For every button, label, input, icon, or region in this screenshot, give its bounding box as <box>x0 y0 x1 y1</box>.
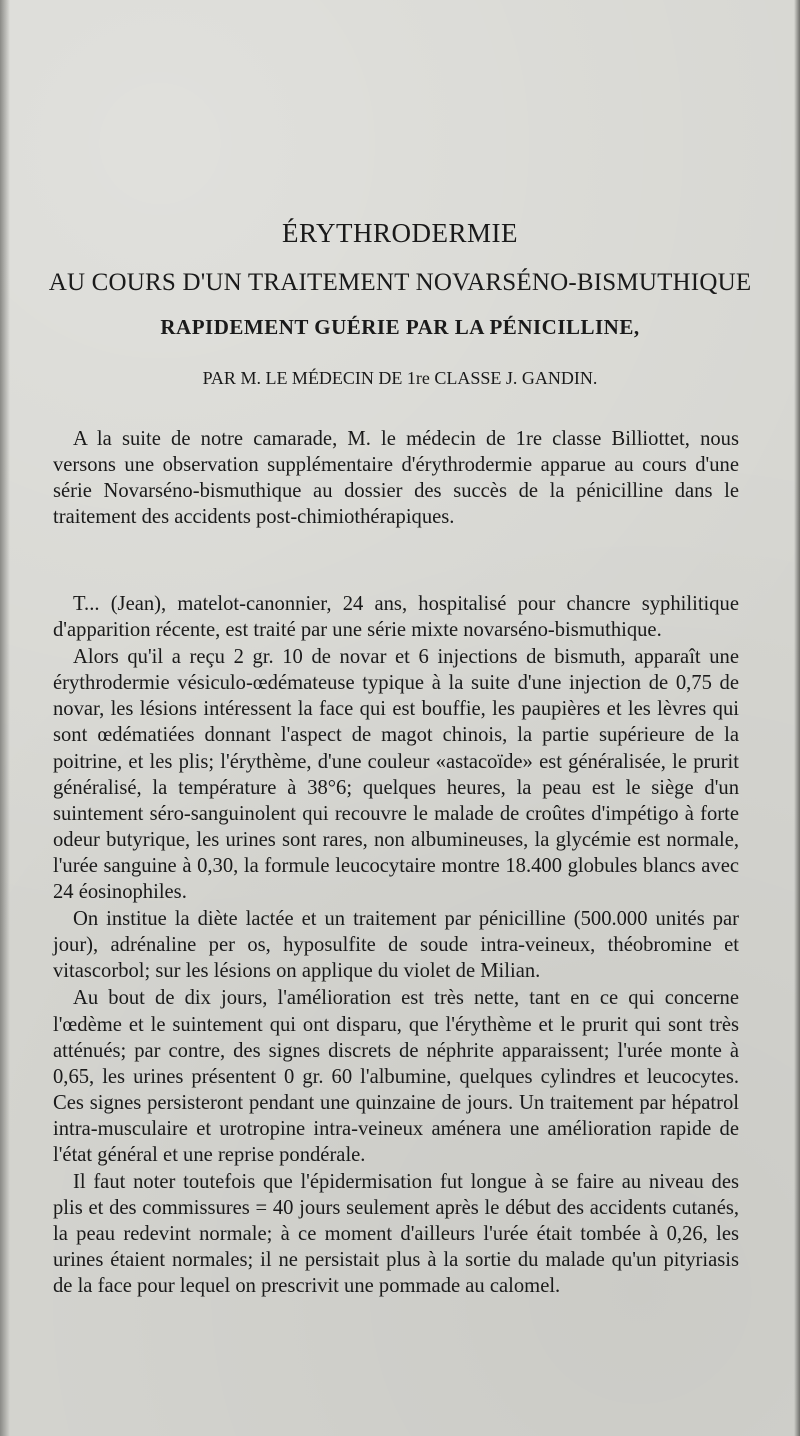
page-right-edge-shadow <box>794 0 800 1436</box>
paragraph: T... (Jean), matelot-canonnier, 24 ans, hospitalisé pour chancre syphilitique d'apparition récente, est traité par une série mixte novarséno-bismuthique. <box>53 593 739 642</box>
article-subtitle: AU COURS D'UN TRAITEMENT NOVARSÉNO-BISMUTHIQUE <box>48 269 752 296</box>
intro-paragraph: A la suite de notre camarade, M. le médecin de 1re classe Billiottet, nous versons une observation supplémentaire d'érythrodermie apparue au cours d'une série Novarséno-bismuthique au dossier des succès de la pénicilline dans le traitement des accidents post-chimiothérapiques. <box>53 428 739 529</box>
paragraph: On institue la diète lactée et un traitement par pénicilline (500.000 unités par jour), adrénaline per os, hyposulfite de soude intra-veineux, théobromine et vitascorbol; sur les lésions on applique du violet de Milian. <box>53 908 739 983</box>
paragraph: Au bout de dix jours, l'amélioration est très nette, tant en ce qui concerne l'œdème et le suintement qui ont disparu, que l'érythème et le prurit qui sont très atténués; par contre, des signes discrets de néphrite apparaissent; l'urée monte à 0,65, les urines présentent 0 gr. 60 l'albumine, quelques cylindres et leucocytes. Ces signes persisteront pendant une quinzaine de jours. Un traitement par hépatrol intra-musculaire et urotropine intra-veineux aménera une amélioration rapide de l'état général et une reprise pondérale. <box>53 987 739 1166</box>
page-left-edge-shadow <box>0 0 10 1436</box>
paragraph: Il faut noter toutefois que l'épidermisation fut longue à se faire au niveau des plis et des commissures = 40 jours seulement après le début des accidents cutanés, la peau redevint normale; à ce moment d'ailleurs l'urée était tombée à 0,26, les urines étaient normales; il ne persistait plus à la sortie du malade qu'un pityriasis de la face pour lequel on prescrivit une pommade au calomel. <box>53 1171 739 1298</box>
case-report-block <box>53 591 739 1300</box>
author-byline: PAR M. LE MÉDECIN DE 1re CLASSE J. GANDIN. <box>202 368 598 388</box>
intro-block <box>53 426 739 530</box>
paragraph: Alors qu'il a reçu 2 gr. 10 de novar et 6 injections de bismuth, apparaît une érythrodermie vésiculo-œdémateuse typique à la suite d'une injection de 0,75 de novar, les lésions intéressent la face qui est bouffie, les paupières et les lèvres qui sont œdématiées donnant l'aspect de magot chinois, la partie supérieure de la poitrine, et les plis; l'érythème, d'une couleur «astacoïde» est généralisée, le prurit généralisé, la température à 38°6; quelques heures, la peau est le siège d'un suintement séro-sanguinolent qui recouvre le malade de croûtes d'impétigo à forte odeur butyrique, les urines sont rares, non albumineuses, la glycémie est normale, l'urée sanguine à 0,30, la formule leucocytaire montre 18.400 globules blancs avec 24 éosinophiles. <box>53 646 739 904</box>
article-title: ÉRYTHRODERMIE <box>282 218 518 248</box>
article-subtitle-2: RAPIDEMENT GUÉRIE PAR LA PÉNICILLINE, <box>160 315 640 339</box>
